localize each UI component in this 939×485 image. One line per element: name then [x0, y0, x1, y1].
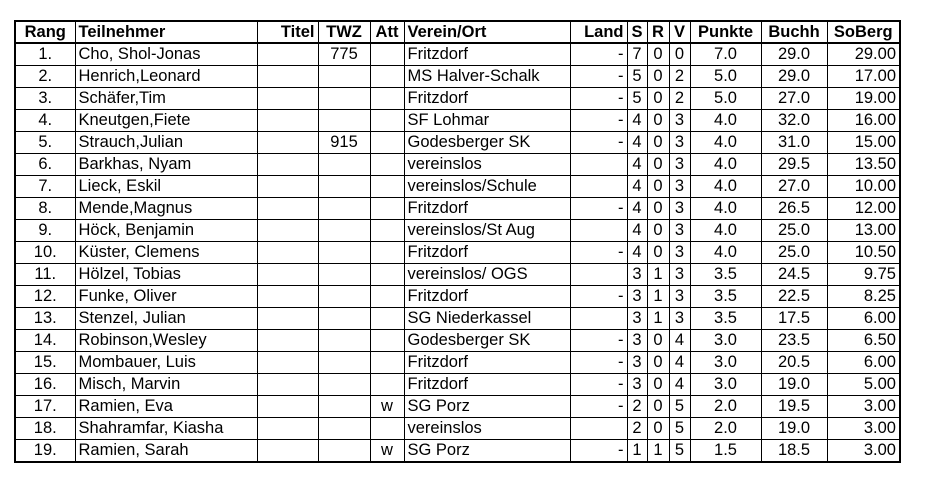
- cell-s: 4: [627, 220, 647, 242]
- cell-buchh: 23.5: [761, 330, 827, 352]
- cell-s: 3: [627, 374, 647, 396]
- cell-buchh: 27.0: [761, 88, 827, 110]
- cell-twz: [318, 154, 370, 176]
- cell-soberg: 29.00: [827, 43, 900, 66]
- cell-s: 5: [627, 88, 647, 110]
- cell-punkte: 4.0: [690, 132, 761, 154]
- cell-name: Hölzel, Tobias: [75, 264, 257, 286]
- table-row: [15, 43, 900, 66]
- header-verein: Verein/Ort: [404, 21, 570, 43]
- table-row: [15, 374, 900, 396]
- cell-name: Shahramfar, Kiasha: [75, 418, 257, 440]
- cell-buchh: 19.0: [761, 418, 827, 440]
- cell-s: 2: [627, 396, 647, 418]
- cell-name: Kneutgen,Fiete: [75, 110, 257, 132]
- table-row: [15, 286, 900, 308]
- cell-titel: [257, 286, 318, 308]
- header-teilnehmer: Teilnehmer: [75, 21, 257, 43]
- cell-twz: [318, 110, 370, 132]
- cell-s: 4: [627, 176, 647, 198]
- cell-name: Robinson,Wesley: [75, 330, 257, 352]
- cell-twz: [318, 66, 370, 88]
- cell-verein: vereinslos/ OGS: [404, 264, 570, 286]
- cell-s: 2: [627, 418, 647, 440]
- cell-buchh: 20.5: [761, 352, 827, 374]
- table-row: [15, 242, 900, 264]
- cell-punkte: 4.0: [690, 220, 761, 242]
- cell-name: Schäfer,Tim: [75, 88, 257, 110]
- cell-twz: [318, 176, 370, 198]
- cell-land: -: [570, 132, 627, 154]
- cell-name: Misch, Marvin: [75, 374, 257, 396]
- header-titel: Titel: [257, 21, 318, 43]
- cell-v: 5: [669, 396, 690, 418]
- cell-r: 1: [647, 286, 669, 308]
- cell-twz: [318, 440, 370, 463]
- cell-twz: [318, 396, 370, 418]
- cell-land: -: [570, 374, 627, 396]
- cell-name: Höck, Benjamin: [75, 220, 257, 242]
- cell-r: 1: [647, 308, 669, 330]
- cell-att: [370, 110, 404, 132]
- cell-punkte: 4.0: [690, 154, 761, 176]
- cell-soberg: 16.00: [827, 110, 900, 132]
- cell-r: 0: [647, 220, 669, 242]
- cell-punkte: 4.0: [690, 110, 761, 132]
- cell-rang: 16.: [15, 374, 75, 396]
- table-row: [15, 66, 900, 88]
- cell-land: -: [570, 330, 627, 352]
- cell-land: [570, 308, 627, 330]
- cell-titel: [257, 176, 318, 198]
- cell-verein: Godesberger SK: [404, 132, 570, 154]
- cell-soberg: 13.50: [827, 154, 900, 176]
- cell-titel: [257, 418, 318, 440]
- table-row: [15, 176, 900, 198]
- cell-r: 0: [647, 66, 669, 88]
- cell-titel: [257, 154, 318, 176]
- cell-name: Mende,Magnus: [75, 198, 257, 220]
- cell-punkte: 5.0: [690, 66, 761, 88]
- header-v: V: [669, 21, 690, 43]
- cell-s: 3: [627, 286, 647, 308]
- cell-s: 4: [627, 132, 647, 154]
- cell-name: Lieck, Eskil: [75, 176, 257, 198]
- cell-rang: 5.: [15, 132, 75, 154]
- cell-s: 7: [627, 43, 647, 66]
- header-buchh: Buchh: [761, 21, 827, 43]
- cell-s: 4: [627, 154, 647, 176]
- cell-twz: [318, 330, 370, 352]
- cell-punkte: 3.5: [690, 264, 761, 286]
- table-row: [15, 418, 900, 440]
- cell-rang: 18.: [15, 418, 75, 440]
- cell-buchh: 18.5: [761, 440, 827, 463]
- standings-table: [14, 20, 901, 463]
- table-row: [15, 198, 900, 220]
- header-att: Att: [370, 21, 404, 43]
- cell-v: 3: [669, 220, 690, 242]
- cell-v: 2: [669, 66, 690, 88]
- table-row: [15, 220, 900, 242]
- cell-twz: [318, 352, 370, 374]
- cell-rang: 14.: [15, 330, 75, 352]
- cell-rang: 13.: [15, 308, 75, 330]
- cell-buchh: 29.0: [761, 43, 827, 66]
- cell-punkte: 3.0: [690, 352, 761, 374]
- cell-titel: [257, 198, 318, 220]
- cell-buchh: 29.0: [761, 66, 827, 88]
- cell-s: 4: [627, 242, 647, 264]
- cell-att: [370, 308, 404, 330]
- cell-soberg: 6.00: [827, 352, 900, 374]
- cell-verein: SF Lohmar: [404, 110, 570, 132]
- cell-r: 0: [647, 330, 669, 352]
- cell-name: Küster, Clemens: [75, 242, 257, 264]
- cell-twz: [318, 308, 370, 330]
- cell-att: [370, 43, 404, 66]
- cell-soberg: 17.00: [827, 66, 900, 88]
- cell-rang: 12.: [15, 286, 75, 308]
- cell-land: -: [570, 396, 627, 418]
- cell-s: 4: [627, 198, 647, 220]
- cell-soberg: 9.75: [827, 264, 900, 286]
- cell-twz: [318, 286, 370, 308]
- cell-name: Barkhas, Nyam: [75, 154, 257, 176]
- cell-r: 0: [647, 418, 669, 440]
- cell-twz: 915: [318, 132, 370, 154]
- cell-att: [370, 220, 404, 242]
- cell-land: [570, 176, 627, 198]
- cell-buchh: 24.5: [761, 264, 827, 286]
- cell-r: 0: [647, 132, 669, 154]
- cell-buchh: 32.0: [761, 110, 827, 132]
- cell-s: 3: [627, 330, 647, 352]
- cell-att: [370, 66, 404, 88]
- cell-twz: [318, 88, 370, 110]
- cell-r: 0: [647, 110, 669, 132]
- cell-buchh: 27.0: [761, 176, 827, 198]
- cell-v: 3: [669, 198, 690, 220]
- cell-name: Funke, Oliver: [75, 286, 257, 308]
- cell-land: -: [570, 440, 627, 463]
- cell-verein: Godesberger SK: [404, 330, 570, 352]
- cell-att: [370, 264, 404, 286]
- cell-att: [370, 374, 404, 396]
- cell-att: [370, 330, 404, 352]
- cell-buchh: 19.5: [761, 396, 827, 418]
- cell-rang: 6.: [15, 154, 75, 176]
- cell-v: 3: [669, 286, 690, 308]
- cell-land: [570, 264, 627, 286]
- cell-twz: [318, 418, 370, 440]
- cell-soberg: 3.00: [827, 396, 900, 418]
- cell-soberg: 19.00: [827, 88, 900, 110]
- cell-punkte: 4.0: [690, 242, 761, 264]
- cell-soberg: 10.50: [827, 242, 900, 264]
- cell-punkte: 3.0: [690, 374, 761, 396]
- cell-soberg: 10.00: [827, 176, 900, 198]
- cell-land: -: [570, 66, 627, 88]
- cell-s: 3: [627, 308, 647, 330]
- cell-r: 0: [647, 242, 669, 264]
- cell-twz: [318, 264, 370, 286]
- cell-att: [370, 286, 404, 308]
- cell-r: 0: [647, 352, 669, 374]
- cell-soberg: 6.00: [827, 308, 900, 330]
- cell-land: -: [570, 43, 627, 66]
- cell-soberg: 3.00: [827, 440, 900, 463]
- cell-twz: [318, 198, 370, 220]
- cell-twz: [318, 220, 370, 242]
- cell-v: 4: [669, 330, 690, 352]
- cell-titel: [257, 110, 318, 132]
- cell-verein: Fritzdorf: [404, 43, 570, 66]
- cell-r: 0: [647, 88, 669, 110]
- cell-soberg: 13.00: [827, 220, 900, 242]
- cell-name: Ramien, Sarah: [75, 440, 257, 463]
- cell-verein: SG Niederkassel: [404, 308, 570, 330]
- cell-buchh: 26.5: [761, 198, 827, 220]
- cell-land: -: [570, 110, 627, 132]
- cell-verein: MS Halver-Schalk: [404, 66, 570, 88]
- cell-titel: [257, 308, 318, 330]
- cell-v: 3: [669, 154, 690, 176]
- cell-att: [370, 154, 404, 176]
- cell-titel: [257, 43, 318, 66]
- cell-verein: vereinslos/Schule: [404, 176, 570, 198]
- cell-r: 0: [647, 396, 669, 418]
- cell-att: w: [370, 440, 404, 463]
- cell-rang: 9.: [15, 220, 75, 242]
- cell-rang: 4.: [15, 110, 75, 132]
- cell-twz: [318, 242, 370, 264]
- cell-v: 3: [669, 176, 690, 198]
- cell-v: 3: [669, 308, 690, 330]
- cell-soberg: 15.00: [827, 132, 900, 154]
- cell-att: [370, 242, 404, 264]
- cell-name: Cho, Shol-Jonas: [75, 43, 257, 66]
- table-row: [15, 396, 900, 418]
- cell-rang: 1.: [15, 43, 75, 66]
- cell-att: w: [370, 396, 404, 418]
- table-row: [15, 352, 900, 374]
- cell-rang: 19.: [15, 440, 75, 463]
- cell-r: 0: [647, 43, 669, 66]
- cell-buchh: 25.0: [761, 242, 827, 264]
- table-row: [15, 154, 900, 176]
- cell-titel: [257, 396, 318, 418]
- cell-att: [370, 176, 404, 198]
- cell-titel: [257, 66, 318, 88]
- cell-verein: vereinslos: [404, 154, 570, 176]
- cell-buchh: 31.0: [761, 132, 827, 154]
- cell-verein: Fritzdorf: [404, 88, 570, 110]
- cell-punkte: 4.0: [690, 198, 761, 220]
- header-soberg: SoBerg: [827, 21, 900, 43]
- header-row: [15, 21, 900, 43]
- cell-name: Stenzel, Julian: [75, 308, 257, 330]
- cell-rang: 3.: [15, 88, 75, 110]
- cell-twz: 775: [318, 43, 370, 66]
- cell-land: [570, 220, 627, 242]
- cell-rang: 10.: [15, 242, 75, 264]
- cell-verein: Fritzdorf: [404, 286, 570, 308]
- cell-verein: Fritzdorf: [404, 374, 570, 396]
- cell-punkte: 3.5: [690, 308, 761, 330]
- cell-v: 3: [669, 110, 690, 132]
- cell-land: -: [570, 242, 627, 264]
- cell-verein: Fritzdorf: [404, 352, 570, 374]
- header-punkte: Punkte: [690, 21, 761, 43]
- cell-v: 2: [669, 88, 690, 110]
- cell-buchh: 22.5: [761, 286, 827, 308]
- cell-att: [370, 418, 404, 440]
- cell-land: -: [570, 88, 627, 110]
- cell-titel: [257, 88, 318, 110]
- table-row: [15, 110, 900, 132]
- cell-land: -: [570, 352, 627, 374]
- header-rang: Rang: [15, 21, 75, 43]
- cell-r: 0: [647, 176, 669, 198]
- cell-verein: SG Porz: [404, 396, 570, 418]
- cell-rang: 2.: [15, 66, 75, 88]
- cell-rang: 7.: [15, 176, 75, 198]
- cell-titel: [257, 220, 318, 242]
- cell-soberg: 5.00: [827, 374, 900, 396]
- cell-land: -: [570, 198, 627, 220]
- cell-soberg: 6.50: [827, 330, 900, 352]
- cell-att: [370, 132, 404, 154]
- cell-r: 0: [647, 374, 669, 396]
- cell-r: 1: [647, 264, 669, 286]
- cell-punkte: 2.0: [690, 396, 761, 418]
- table-row: [15, 440, 900, 463]
- cell-rang: 8.: [15, 198, 75, 220]
- cell-v: 4: [669, 374, 690, 396]
- header-r: R: [647, 21, 669, 43]
- header-twz: TWZ: [318, 21, 370, 43]
- cell-att: [370, 88, 404, 110]
- cell-punkte: 7.0: [690, 43, 761, 66]
- cell-buchh: 25.0: [761, 220, 827, 242]
- cell-verein: Fritzdorf: [404, 242, 570, 264]
- cell-titel: [257, 264, 318, 286]
- cell-verein: Fritzdorf: [404, 198, 570, 220]
- table-row: [15, 264, 900, 286]
- cell-land: -: [570, 286, 627, 308]
- table-row: [15, 132, 900, 154]
- cell-v: 3: [669, 264, 690, 286]
- cell-titel: [257, 374, 318, 396]
- cell-buchh: 19.0: [761, 374, 827, 396]
- cell-buchh: 29.5: [761, 154, 827, 176]
- cell-titel: [257, 352, 318, 374]
- cell-v: 5: [669, 440, 690, 463]
- cell-s: 3: [627, 352, 647, 374]
- cell-verein: vereinslos/St Aug: [404, 220, 570, 242]
- cell-v: 4: [669, 352, 690, 374]
- cell-twz: [318, 374, 370, 396]
- cell-verein: vereinslos: [404, 418, 570, 440]
- cell-v: 5: [669, 418, 690, 440]
- cell-v: 0: [669, 43, 690, 66]
- cell-att: [370, 352, 404, 374]
- cell-titel: [257, 132, 318, 154]
- header-land: Land: [570, 21, 627, 43]
- cell-name: Ramien, Eva: [75, 396, 257, 418]
- cell-rang: 15.: [15, 352, 75, 374]
- cell-att: [370, 198, 404, 220]
- table-row: [15, 330, 900, 352]
- cell-s: 3: [627, 264, 647, 286]
- cell-name: Strauch,Julian: [75, 132, 257, 154]
- cell-verein: SG Porz: [404, 440, 570, 463]
- cell-s: 4: [627, 110, 647, 132]
- cell-titel: [257, 330, 318, 352]
- cell-punkte: 2.0: [690, 418, 761, 440]
- cell-punkte: 5.0: [690, 88, 761, 110]
- cell-titel: [257, 440, 318, 463]
- table-row: [15, 88, 900, 110]
- cell-rang: 11.: [15, 264, 75, 286]
- cell-v: 3: [669, 242, 690, 264]
- cell-punkte: 3.0: [690, 330, 761, 352]
- cell-punkte: 4.0: [690, 176, 761, 198]
- cell-punkte: 3.5: [690, 286, 761, 308]
- cell-name: Mombauer, Luis: [75, 352, 257, 374]
- cell-s: 1: [627, 440, 647, 463]
- cell-r: 0: [647, 198, 669, 220]
- cell-land: [570, 418, 627, 440]
- cell-soberg: 3.00: [827, 418, 900, 440]
- table-row: [15, 308, 900, 330]
- cell-name: Henrich,Leonard: [75, 66, 257, 88]
- cell-land: [570, 154, 627, 176]
- cell-r: 1: [647, 440, 669, 463]
- cell-soberg: 8.25: [827, 286, 900, 308]
- cell-soberg: 12.00: [827, 198, 900, 220]
- header-s: S: [627, 21, 647, 43]
- cell-r: 0: [647, 154, 669, 176]
- cell-titel: [257, 242, 318, 264]
- cell-buchh: 17.5: [761, 308, 827, 330]
- cell-punkte: 1.5: [690, 440, 761, 463]
- cell-rang: 17.: [15, 396, 75, 418]
- cell-v: 3: [669, 132, 690, 154]
- cell-s: 5: [627, 66, 647, 88]
